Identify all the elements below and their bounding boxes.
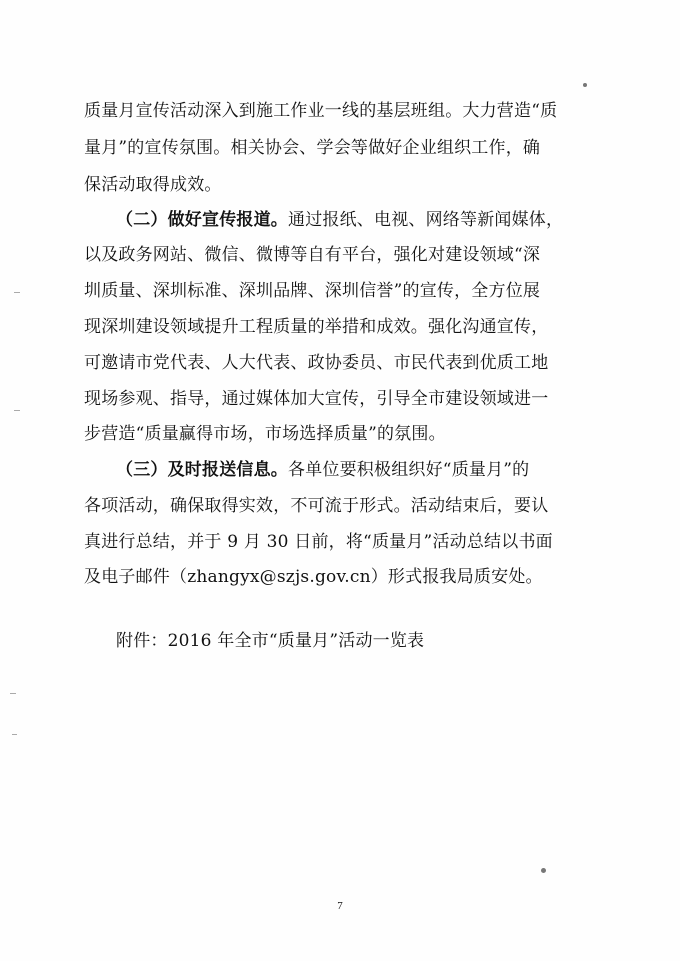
paragraph-line: 步营造“质量赢得市场，市场选择质量”的氛围。 <box>84 424 446 444</box>
paragraph-line <box>116 209 680 231</box>
scan-mark <box>14 292 20 293</box>
section-heading: （三）及时报送信息。 <box>116 460 288 480</box>
scan-speck <box>583 83 587 87</box>
scan-speck <box>541 868 546 873</box>
paragraph-line: 保活动取得成效。 <box>84 175 222 195</box>
paragraph-line: 及电子邮件（zhangyx@szjs.gov.cn）形式报我局质安处。 <box>84 567 543 587</box>
paragraph-line <box>116 459 680 481</box>
page-number: 7 <box>337 900 343 912</box>
paragraph-line: 以及政务网站、微信、微博等自有平台，强化对建设领域“深 <box>84 245 541 265</box>
attachment-line: 附件：2016 年全市“质量月”活动一览表 <box>116 631 425 651</box>
paragraph-line: 圳质量、深圳标准、深圳品牌、深圳信誉”的宣传，全方位展 <box>84 281 541 301</box>
paragraph-line: 真进行总结，并于 9 月 30 日前，将“质量月”活动总结以书面 <box>84 532 553 552</box>
section-heading: （二）做好宣传报道。 <box>116 210 288 230</box>
scan-mark <box>10 693 16 694</box>
scan-mark <box>12 734 17 735</box>
scan-mark <box>14 410 20 411</box>
paragraph-line: 现深圳建设领域提升工程质量的举措和成效。强化沟通宣传， <box>84 317 549 337</box>
paragraph-line: 现场参观、指导，通过媒体加大宣传，引导全市建设领域进一 <box>84 389 549 409</box>
paragraph-line: 质量月宣传活动深入到施工作业一线的基层班组。大力营造“质 <box>84 101 558 121</box>
paragraph-line: 各项活动，确保取得实效，不可流于形式。活动结束后，要认 <box>84 496 549 516</box>
paragraph-line: 可邀请市党代表、人大代表、政协委员、市民代表到优质工地 <box>84 353 549 373</box>
paragraph-text: 各单位要积极组织好“质量月”的 <box>288 460 530 480</box>
paragraph-line: 量月”的宣传氛围。相关协会、学会等做好企业组织工作，确 <box>84 138 541 158</box>
paragraph-text: 通过报纸、电视、网络等新闻媒体， <box>288 210 564 230</box>
